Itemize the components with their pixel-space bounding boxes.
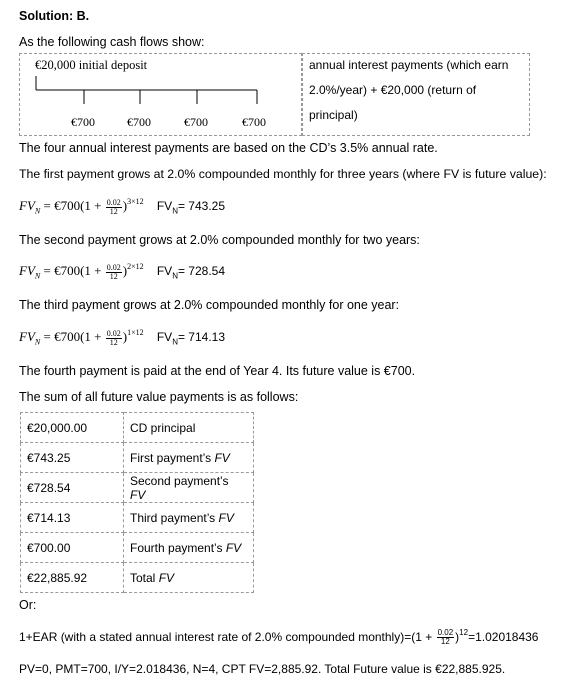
payment-label-4: €700 (242, 115, 266, 129)
paragraph-second-payment: The second payment grows at 2.0% compounded monthly for two years: (19, 233, 420, 247)
eq2-result: $FV_N= 728.54$ (156, 264, 226, 281)
intro-text: As the following cash flows show: (19, 35, 205, 49)
calculator-line: PV=0, PMT=700, I/Y=2.018436, N=4, CPT FV=2,885.92. Total Future value is €22,885.925. (19, 662, 506, 676)
fv-label-cell: CD principal (124, 413, 254, 443)
table-row (21, 533, 254, 563)
eq2-exponent: 2×12 (127, 262, 144, 271)
ear-fraction: $\frac{0.02}{12}$ (437, 628, 454, 647)
ear-suffix: =1.02018436 (468, 630, 539, 644)
eq1-result: $FV_N= 743.25$ (156, 199, 226, 216)
paragraph-sum: The sum of all future value payments is as follows: (19, 390, 299, 404)
eq1-lhs-sub: N (34, 206, 41, 216)
paragraph-annual-interest: The four annual interest payments are based on the CD’s 3.5% annual rate. (19, 141, 438, 155)
table-row (21, 413, 254, 443)
payment-label-3: €700 (184, 115, 208, 129)
solution-heading: Solution: B. (19, 9, 90, 23)
fv-label-cell: Third payment’s FV (124, 503, 254, 533)
eq3-exponent: 1×12 (127, 328, 144, 337)
eq1-lhs: FV (19, 198, 35, 213)
eq1-body: = €700(1 + (40, 198, 102, 213)
payment-label-1: €700 (71, 115, 95, 129)
side-note-line-3: principal) (309, 108, 358, 122)
table-row (21, 443, 254, 473)
fv-label-cell: Second payment’s FV (124, 473, 254, 503)
equation-2: $FV_N$ = €700(1 + $\frac{0.02}{12}$ )$^{2\times 12}$ $FV_N= 728.54$ (19, 262, 226, 281)
paragraph-third-payment: The third payment grows at 2.0% compounded monthly for one year: (19, 298, 400, 312)
payment-label-2: €700 (127, 115, 151, 129)
eq3-fraction: $\frac{0.02}{12}$ (106, 328, 121, 347)
fv-value-cell: €22,885.92 (21, 563, 124, 593)
fv-label-cell: Total FV (124, 563, 254, 593)
eq1-exponent: 3×12 (127, 197, 144, 206)
fv-value-cell: €743.25 (21, 443, 124, 473)
eq2-fraction: $\frac{0.02}{12}$ (106, 262, 121, 281)
table-row (21, 473, 254, 503)
equation-1: $FV_N$ = €700(1 + $\frac{0.02}{12}$ )$^{3\times 12}$ $FV_N= 743.25$ (19, 197, 226, 216)
eq3-result: $FV_N= 714.13$ (156, 330, 226, 347)
or-label: Or: (19, 598, 37, 612)
ear-prefix: 1+EAR (with a stated annual interest rate of 2.0% compounded monthly)=(1 + (19, 630, 433, 644)
table-row (21, 563, 254, 593)
fv-label-cell: Fourth payment’s FV (124, 533, 254, 563)
ear-line: 1+EAR (with a stated annual interest rate of 2.0% compounded monthly)=(1 + $\frac{0.02}{12}$ )$^{12}$=1.02018436 (19, 628, 539, 647)
table-row (21, 503, 254, 533)
side-note-line-2: 2.0%/year) + €20,000 (return of (309, 83, 477, 97)
equation-3: $FV_N$ = €700(1 + $\frac{0.02}{12}$ )$^{1\times 12}$ $FV_N= 714.13$ (19, 328, 226, 347)
fv-value-cell: €714.13 (21, 503, 124, 533)
fv-value-cell: €700.00 (21, 533, 124, 563)
fv-value-cell: €728.54 (21, 473, 124, 503)
eq1-fraction: $\frac{0.02}{12}$ (106, 197, 121, 216)
fv-label-cell: First payment’s FV (124, 443, 254, 473)
initial-deposit-label: €20,000 initial deposit (35, 58, 148, 72)
paragraph-first-payment: The first payment grows at 2.0% compounded monthly for three years (where FV is future value): (19, 167, 547, 181)
future-value-table (20, 412, 254, 593)
paragraph-fourth-payment: The fourth payment is paid at the end of Year 4. Its future value is €700. (19, 364, 416, 378)
fv-value-cell: €20,000.00 (21, 413, 124, 443)
ear-exponent: 12 (459, 628, 469, 637)
side-note-line-1: annual interest payments (which earn (309, 58, 509, 72)
